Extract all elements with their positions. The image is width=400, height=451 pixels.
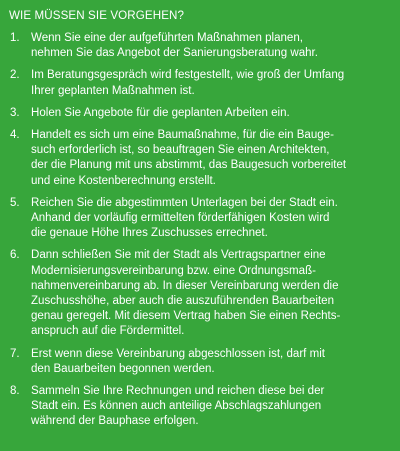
step-number: 8. (10, 385, 20, 398)
step-number: 1. (10, 32, 20, 44)
step-number: 2. (10, 69, 20, 82)
step-text: Sammeln Sie Ihre Rechnungen und reichen diese bei der Stadt ein. Es können auch anteilige Abschlagszahlungen während der Bauphase erfolgen. (31, 385, 325, 428)
step-text: Reichen Sie die abgestimmten Unterlagen bei der Stadt ein. Anhand der vorläufig ermittelten förderfähigen Kosten wird die genaue Höhe Ihres Zuschusses errechnet. (31, 196, 338, 240)
list-item (9, 106, 392, 121)
step-text: Dann schließen Sie mit der Stadt als Vertragspartner eine Modernisierungsvereinbarung bzw. eine Ordnungsmaß- nahmenvereinbarung ab. In dieser Vereinbarung werden die Zuschusshöhe, aber auch die auszuführenden Bauarbeiten genau geregelt. Mit diesem Vertrag haben Sie einen Rechts- anspruch auf die Fördermittel. (31, 249, 341, 338)
list-item (9, 347, 392, 377)
list-item (9, 68, 392, 98)
section-heading: WIE MÜSSEN SIE VORGEHEN? (9, 9, 185, 22)
list-item (9, 196, 392, 242)
step-number: 5. (10, 196, 20, 209)
step-text: Holen Sie Angebote für die geplanten Arbeiten ein. (31, 106, 290, 119)
steps-list (9, 31, 392, 430)
step-text: Wenn Sie eine der aufgeführten Maßnahmen planen, nehmen Sie das Angebot der Sanierungsberatung wahr. (31, 32, 318, 60)
step-text: Im Beratungsgespräch wird festgestellt, wie groß der Umfang Ihrer geplanten Maßnahmen ist. (31, 69, 345, 97)
step-text: Erst wenn diese Vereinbarung abgeschlossen ist, darf mit den Bauarbeiten begonnen werden. (31, 347, 325, 375)
step-number: 3. (10, 106, 20, 119)
list-item (9, 128, 392, 189)
step-text: Handelt es sich um eine Baumaßnahme, für die ein Bauge- such erforderlich ist, so beauftragen Sie einen Architekten, der die Planung mit uns abstimmt, das Baugesuch vorbereitet und eine Kostenberechnung erstellt. (31, 129, 347, 187)
list-item (9, 31, 392, 61)
step-number: 7. (10, 347, 20, 360)
step-number: 4. (10, 129, 20, 142)
list-item (9, 384, 392, 430)
list-item (9, 248, 392, 339)
step-number: 6. (10, 249, 20, 262)
